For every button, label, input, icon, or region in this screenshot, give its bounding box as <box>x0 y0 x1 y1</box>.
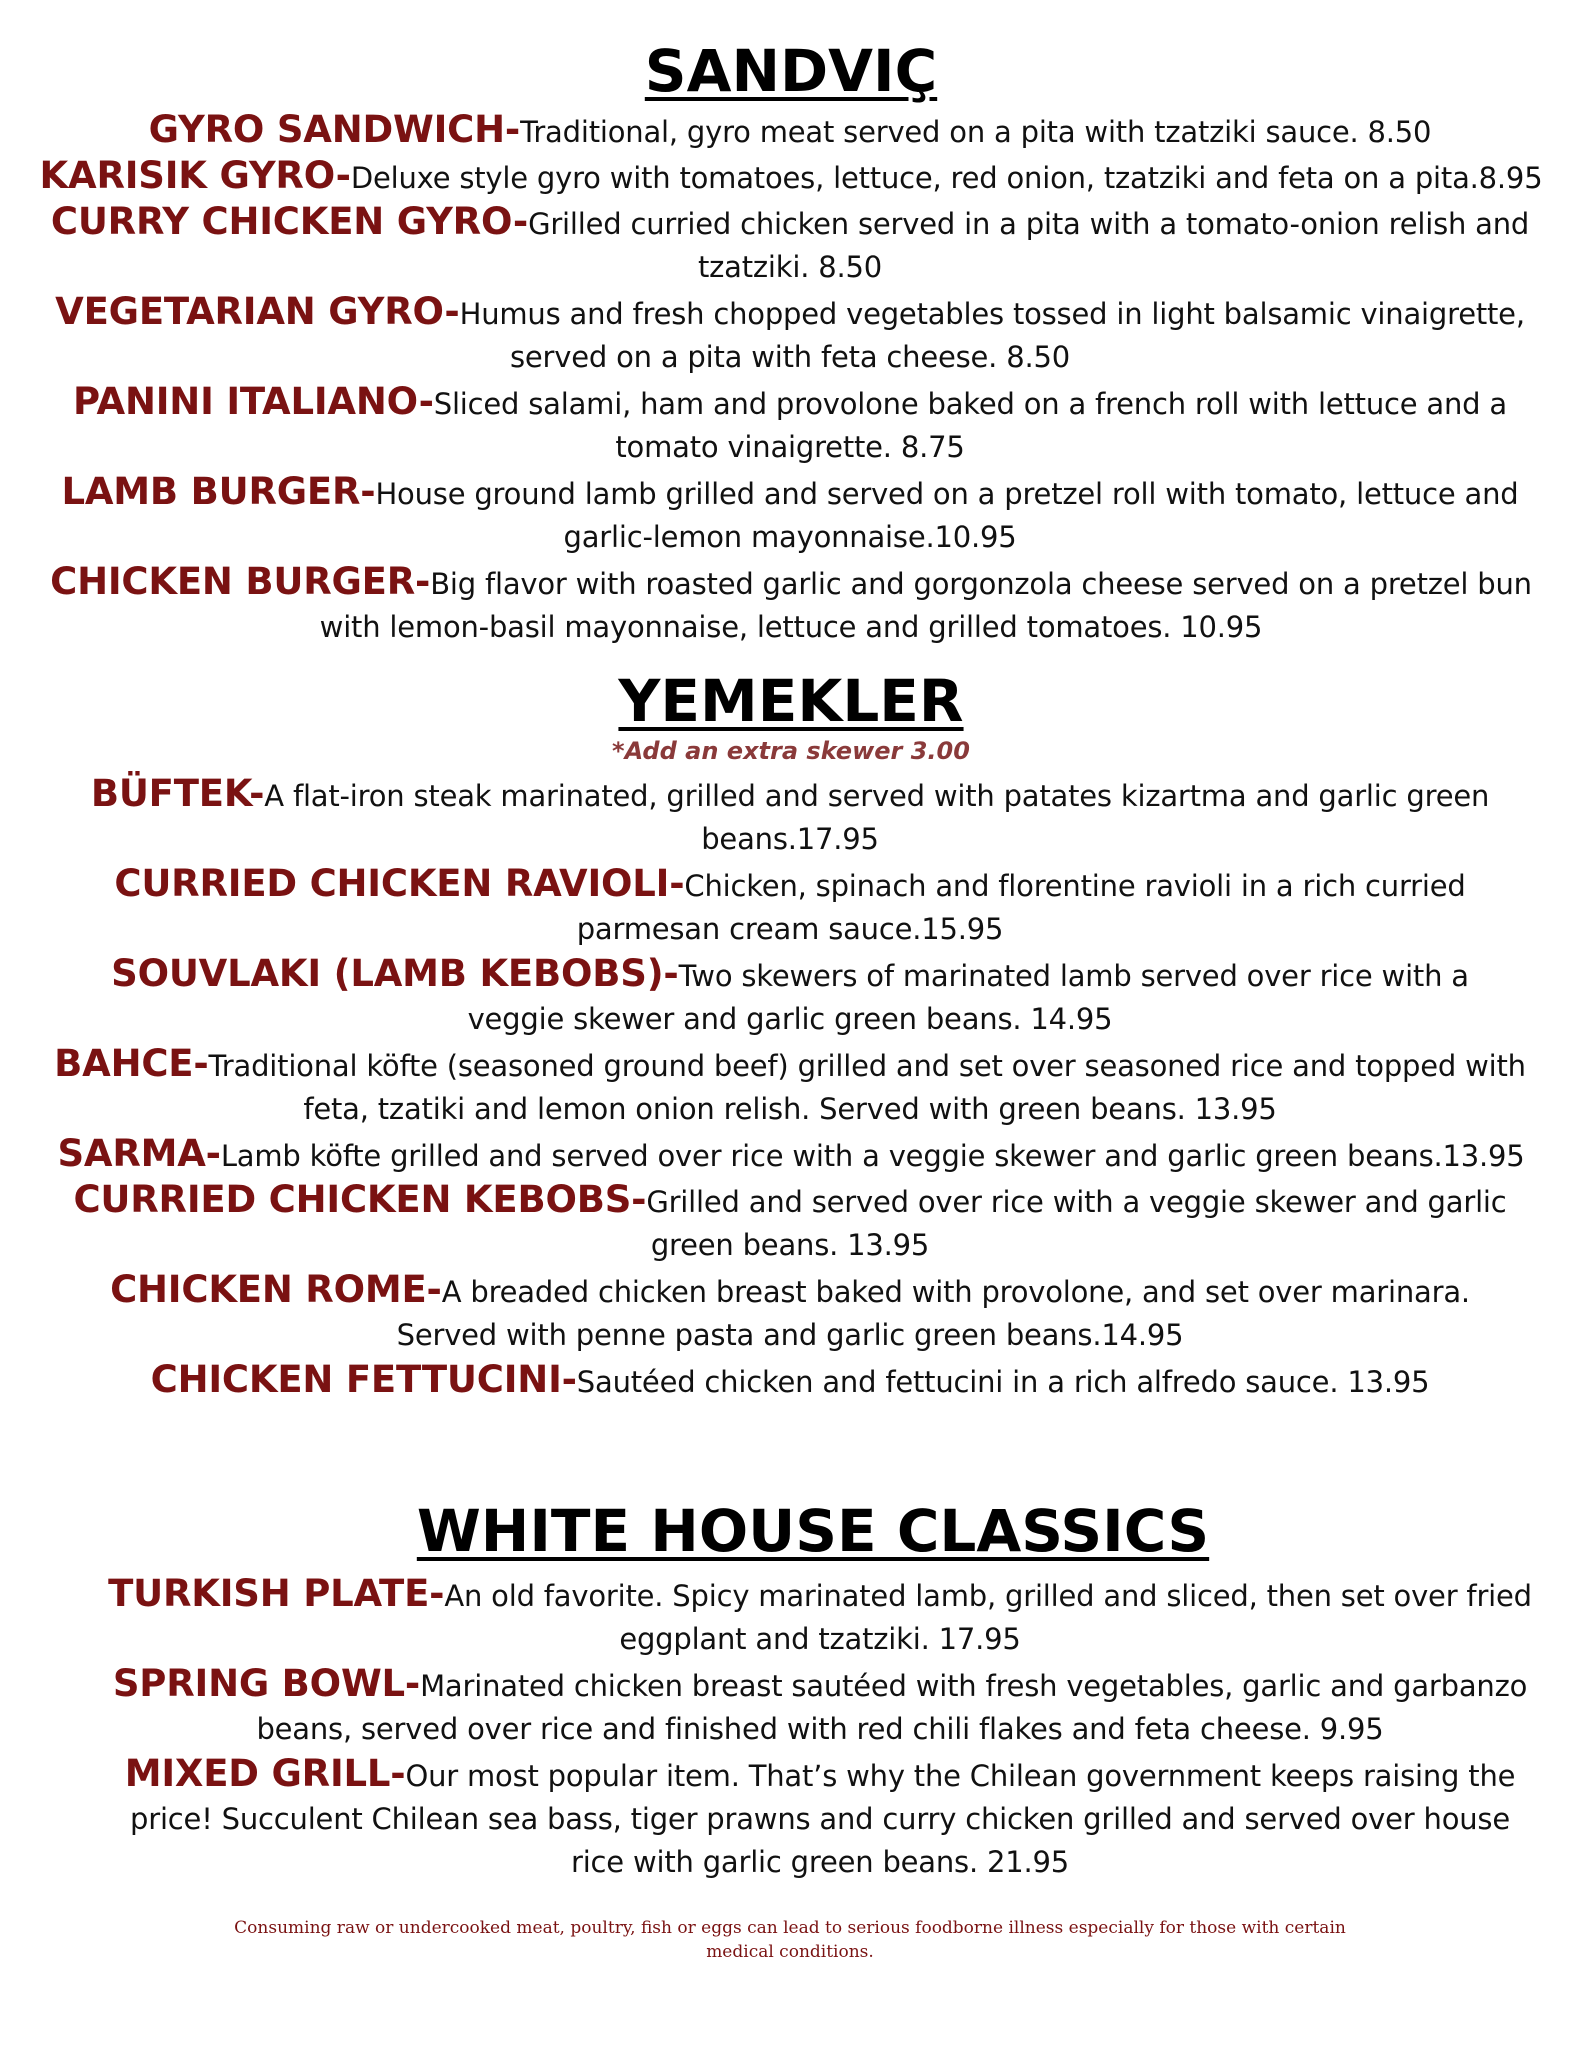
menu-item-lamb-burger <box>40 470 1540 559</box>
section-title-white-house-classics <box>0 1497 1582 1565</box>
menu-item-mixed-grill <box>100 1752 1540 1884</box>
menu-item-karisik-gyro <box>0 154 1582 200</box>
item-name: CURRIED CHICKEN KEBOBS- <box>73 1178 647 1221</box>
menu-item-chicken-fettucini <box>60 1358 1520 1404</box>
item-description: Big flavor with roasted garlic and gorgonzola cheese served on a pretzel bun with lemon-basil mayonnaise, lettuce and grilled tomatoes. 10.95 <box>319 567 1532 644</box>
section-title-text: SANDVIÇ <box>644 37 938 105</box>
menu-item-chicken-rome <box>60 1268 1520 1357</box>
item-name: CHICKEN ROME- <box>110 1268 442 1311</box>
item-name: VEGETARIAN GYRO- <box>55 290 460 333</box>
item-name: GYRO SANDWICH- <box>148 108 521 151</box>
menu-item-curry-chicken-gyro <box>40 200 1540 289</box>
item-description: Deluxe style gyro with tomatoes, lettuce, red onion, tzatziki and feta on a pita.8.95 <box>350 161 1543 195</box>
item-description: Traditional, gyro meat served on a pita with tzatziki sauce. 8.50 <box>520 115 1432 149</box>
menu-item-buftek <box>60 772 1520 861</box>
item-description: Chicken, spinach and florentine ravioli in a rich curried parmesan cream sauce.15.95 <box>576 869 1466 946</box>
item-name: BAHCE- <box>54 1042 209 1085</box>
menu-item-panini-italiano <box>40 380 1540 469</box>
item-name: CHICKEN BURGER- <box>50 560 431 603</box>
item-description: Our most popular item. That’s why the Chilean government keeps raising the price! Succulent Chilean sea bass, tiger prawns and curry chicken grilled and served over house rice with garlic green beans. 21.95 <box>130 1759 1516 1879</box>
item-name: CURRY CHICKEN GYRO- <box>50 200 529 243</box>
item-name: SPRING BOWL- <box>112 1662 421 1705</box>
item-description: Two skewers of marinated lamb served over rice with a veggie skewer and garlic green beans. 14.95 <box>467 959 1469 1036</box>
section-title-sandvic <box>0 37 1582 105</box>
item-name: BÜFTEK- <box>90 772 265 815</box>
menu-item-sarma <box>0 1132 1582 1178</box>
section-title-text: YEMEKLER <box>618 667 964 735</box>
menu-item-spring-bowl <box>100 1662 1540 1751</box>
menu-item-turkish-plate <box>100 1572 1540 1661</box>
extra-skewer-note: *Add an extra skewer 3.00 <box>612 737 970 765</box>
item-description: A breaded chicken breast baked with provolone, and set over marinara. Served with penne pasta and garlic green beans.14.95 <box>396 1275 1470 1352</box>
item-description: Grilled curried chicken served in a pita with a tomato-onion relish and tzatziki. 8.50 <box>528 207 1530 284</box>
menu-item-chicken-burger <box>20 560 1562 649</box>
menu-item-curried-chicken-ravioli <box>40 862 1540 951</box>
item-description: House ground lamb grilled and served on a pretzel roll with tomato, lettuce and garlic-lemon mayonnaise.10.95 <box>375 477 1519 554</box>
item-description: Lamb köfte grilled and served over rice with a veggie skewer and garlic green beans.13.95 <box>220 1139 1525 1173</box>
item-description: Marinated chicken breast sautéed with fresh vegetables, garlic and garbanzo beans, served over rice and finished with red chili flakes and feta cheese. 9.95 <box>256 1669 1528 1746</box>
menu-item-curried-chicken-kebobs <box>40 1178 1540 1267</box>
item-name: SOUVLAKI (LAMB KEBOBS)- <box>111 952 679 995</box>
item-name: SARMA- <box>57 1132 221 1175</box>
menu-item-vegetarian-gyro <box>40 290 1540 379</box>
item-description: An old favorite. Spicy marinated lamb, grilled and sliced, then set over fried eggplant and tzatziki. 17.95 <box>444 1579 1532 1656</box>
item-description: Sautéed chicken and fettucini in a rich alfredo sauce. 13.95 <box>576 1365 1430 1399</box>
menu-item-bahce <box>40 1042 1540 1131</box>
food-safety-disclaimer: Consuming raw or undercooked meat, poultry, fish or eggs can lead to serious foodborne illness especially for those with certain medical conditions. <box>234 1918 1346 1962</box>
item-name: KARISIK GYRO- <box>39 154 351 197</box>
item-name: CURRIED CHICKEN RAVIOLI- <box>114 862 685 905</box>
item-name: TURKISH PLATE- <box>108 1572 445 1615</box>
item-name: LAMB BURGER- <box>61 470 376 513</box>
item-name: CHICKEN FETTUCINI- <box>150 1358 577 1401</box>
item-description: Sliced salami, ham and provolone baked on a french roll with lettuce and a tomato vinaigrette. 8.75 <box>433 387 1507 464</box>
section-title-yemekler <box>0 667 1582 735</box>
item-description: Traditional köfte (seasoned ground beef) grilled and set over seasoned rice and topped with feta, tzatiki and lemon onion relish. Served with green beans. 13.95 <box>208 1049 1526 1126</box>
menu-item-gyro-sandwich <box>60 108 1520 154</box>
item-description: Grilled and served over rice with a veggie skewer and garlic green beans. 13.95 <box>646 1185 1507 1262</box>
menu-item-souvlaki <box>60 952 1520 1041</box>
item-description: A flat-iron steak marinated, grilled and served with patates kizartma and garlic green beans.17.95 <box>264 779 1490 856</box>
section-title-text: WHITE HOUSE CLASSICS <box>416 1497 1210 1565</box>
item-name: PANINI ITALIANO- <box>73 380 434 423</box>
item-description: Humus and fresh chopped vegetables tossed in light balsamic vinaigrette, served on a pita with feta cheese. 8.50 <box>459 297 1525 374</box>
item-name: MIXED GRILL- <box>124 1752 406 1795</box>
